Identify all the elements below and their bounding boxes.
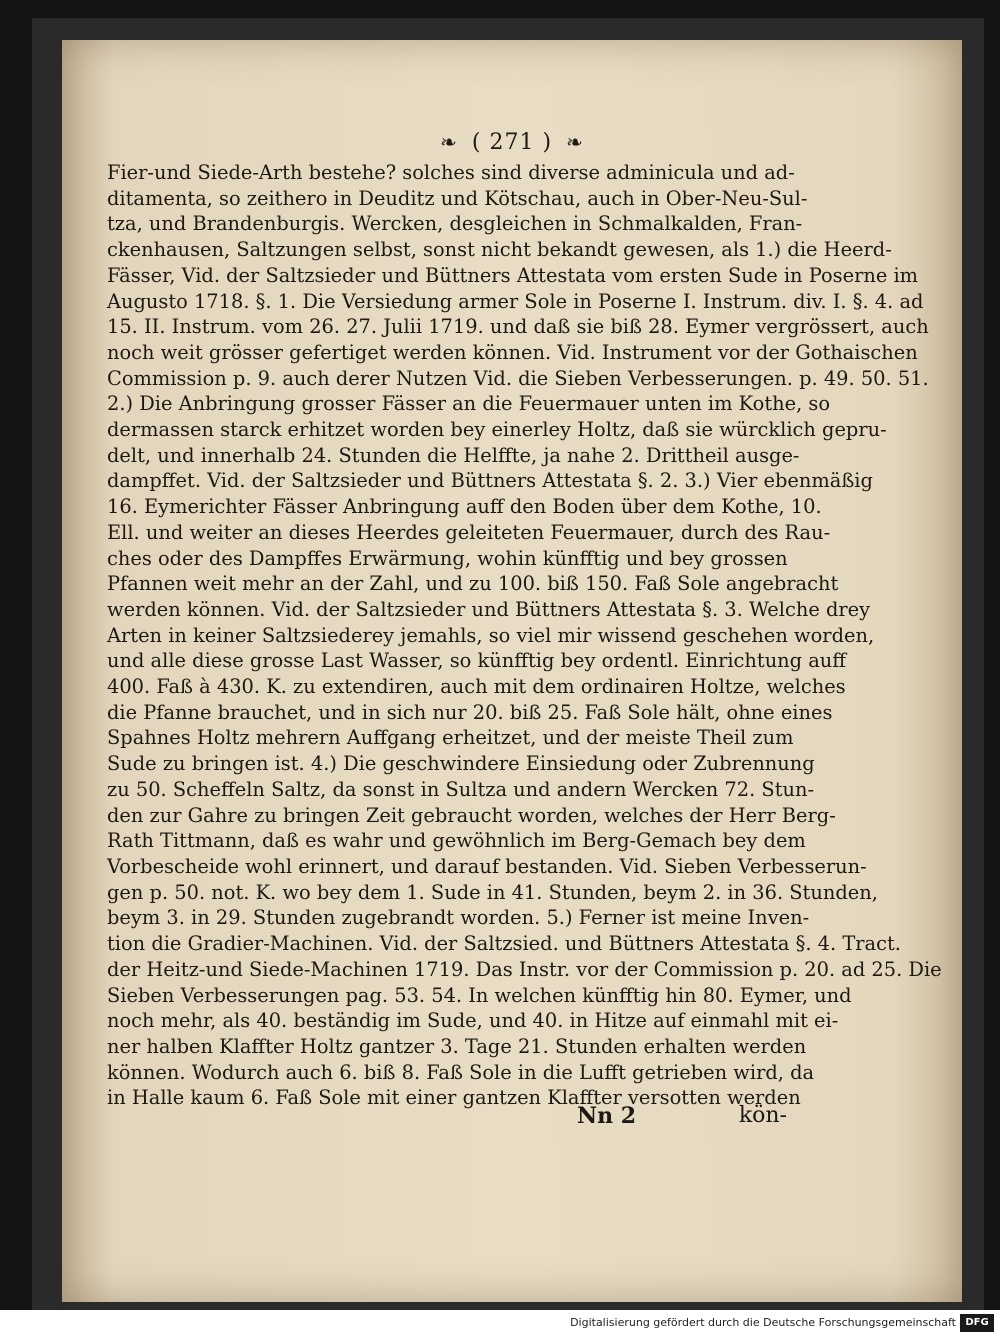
text-line: zu 50. Scheffeln Saltz, da sonst in Sultza und andern Wercken 72. Stun- <box>107 777 815 801</box>
text-line: Arten in keiner Saltzsiederey jemahls, so viel mir wissend geschehen worden, <box>107 623 875 647</box>
text-line: ditamenta, so zeithero in Deuditz und Kötschau, auch in Ober-Neu-Sul- <box>107 186 808 210</box>
text-line: und alle diese grosse Last Wasser, so künfftig bey ordentl. Einrichtung auff <box>107 649 847 673</box>
text-line: Pfannen weit mehr an der Zahl, und zu 100. biß 150. Faß Sole angebracht <box>107 572 839 596</box>
ornament-right-icon: ❧ <box>566 130 584 154</box>
text-line: ner halben Klaffter Holtz gantzer 3. Tage 21. Stunden erhalten werden <box>107 1034 807 1058</box>
text-line: Fier-und Siede-Arth bestehe? solches sind diverse adminicula und ad- <box>107 161 795 184</box>
text-line: 400. Faß à 430. K. zu extendiren, auch mit dem ordinairen Holtze, welches <box>107 675 846 699</box>
text-line: Ell. und weiter an dieses Heerdes geleiteten Feuermauer, durch des Rau- <box>107 520 831 544</box>
text-line: Spahnes Holtz mehrern Auffgang erheitzet, und der meiste Theil zum <box>107 726 794 750</box>
text-line: delt, und innerhalb 24. Stunden die Helffte, ja nahe 2. Drittheil ausge- <box>107 443 800 467</box>
text-line: tion die Gradier-Machinen. Vid. der Saltzsied. und Büttners Attestata §. 4. Tract. <box>107 932 901 956</box>
dfg-logo-icon: DFG <box>960 1314 994 1332</box>
text-line: der Heitz-und Siede-Machinen 1719. Das Instr. vor der Commission p. 20. ad 25. Die <box>107 957 942 981</box>
text-line: ches oder des Dampffes Erwärmung, wohin künfftig und bey grossen <box>107 546 788 570</box>
text-line: Sude zu bringen ist. 4.) Die geschwindere Einsiedung oder Zubrennung <box>107 752 815 776</box>
text-line: Augusto 1718. §. 1. Die Versiedung armer Sole in Poserne I. Instrum. div. I. §. 4. ad <box>107 289 924 313</box>
text-line: in Halle kaum 6. Faß Sole mit einer gantzen Klaffter versotten werden <box>107 1086 801 1110</box>
body-text <box>107 160 942 1111</box>
text-line: 15. II. Instrum. vom 26. 27. Julii 1719. und daß sie biß 28. Eymer vergrössert, auch <box>107 315 929 339</box>
text-line: die Pfanne brauchet, und in sich nur 20. biß 25. Faß Sole hält, ohne eines <box>107 700 833 724</box>
text-line: 2.) Die Anbringung grosser Fässer an die Feuermauer unten im Kothe, so <box>107 392 831 416</box>
text-line: 16. Eymerichter Fässer Anbringung auff den Boden über dem Kothe, 10. <box>107 495 822 519</box>
text-line: werden können. Vid. der Saltzsieder und Büttners Attestata §. 3. Welche drey <box>107 597 871 621</box>
text-line: tza, und Brandenburgis. Wercken, desgleichen in Schmalkalden, Fran- <box>107 212 803 236</box>
ornament-left-icon: ❧ <box>440 130 458 154</box>
catchword: kön- <box>738 1103 787 1128</box>
text-line: ckenhausen, Saltzungen selbst, sonst nicht bekandt gewesen, als 1.) die Heerd- <box>107 238 892 262</box>
text-line: den zur Gahre zu bringen Zeit gebraucht worden, welches der Herr Berg- <box>107 803 836 827</box>
text-line: dampffet. Vid. der Saltzsieder und Büttners Attestata §. 2. 3.) Vier ebenmäßig <box>107 469 873 493</box>
text-line: Commission p. 9. auch derer Nutzen Vid. die Sieben Verbesserungen. p. 49. 50. 51. <box>107 366 929 390</box>
text-line: Sieben Verbesserungen pag. 53. 54. In welchen künfftig hin 80. Eymer, und <box>107 983 852 1007</box>
page-number: ( 271 ) <box>471 130 553 155</box>
text-line: Vorbescheide wohl erinnert, und darauf bestanden. Vid. Sieben Verbesserun- <box>107 854 867 878</box>
text-line: können. Wodurch auch 6. biß 8. Faß Sole in die Lufft getrieben wird, da <box>107 1060 815 1084</box>
text-line: noch weit grösser gefertiget werden können. Vid. Instrument vor der Gothaischen <box>107 340 918 364</box>
text-line: gen p. 50. not. K. wo bey dem 1. Sude in 41. Stunden, beym 2. in 36. Stunden, <box>107 880 878 904</box>
text-line: Fässer, Vid. der Saltzsieder und Büttners Attestata vom ersten Sude in Poserne im <box>107 263 919 287</box>
book-page <box>62 40 962 1302</box>
credit-text: Digitalisierung gefördert durch die Deutsche Forschungsgemeinschaft <box>570 1316 956 1329</box>
text-line: Rath Tittmann, daß es wahr und gewöhnlich im Berg-Gemach bey dem <box>107 829 806 853</box>
signature-mark: Nn 2 <box>577 1103 637 1129</box>
credit-bar <box>0 1310 1000 1337</box>
text-line: dermassen starck erhitzet worden bey einerley Holtz, daß sie würcklich gepru- <box>107 418 887 442</box>
page-header <box>62 130 962 155</box>
text-line: noch mehr, als 40. beständig im Sude, und 40. in Hitze auf einmahl mit ei- <box>107 1009 839 1033</box>
text-line: beym 3. in 29. Stunden zugebrandt worden. 5.) Ferner ist meine Inven- <box>107 906 810 930</box>
